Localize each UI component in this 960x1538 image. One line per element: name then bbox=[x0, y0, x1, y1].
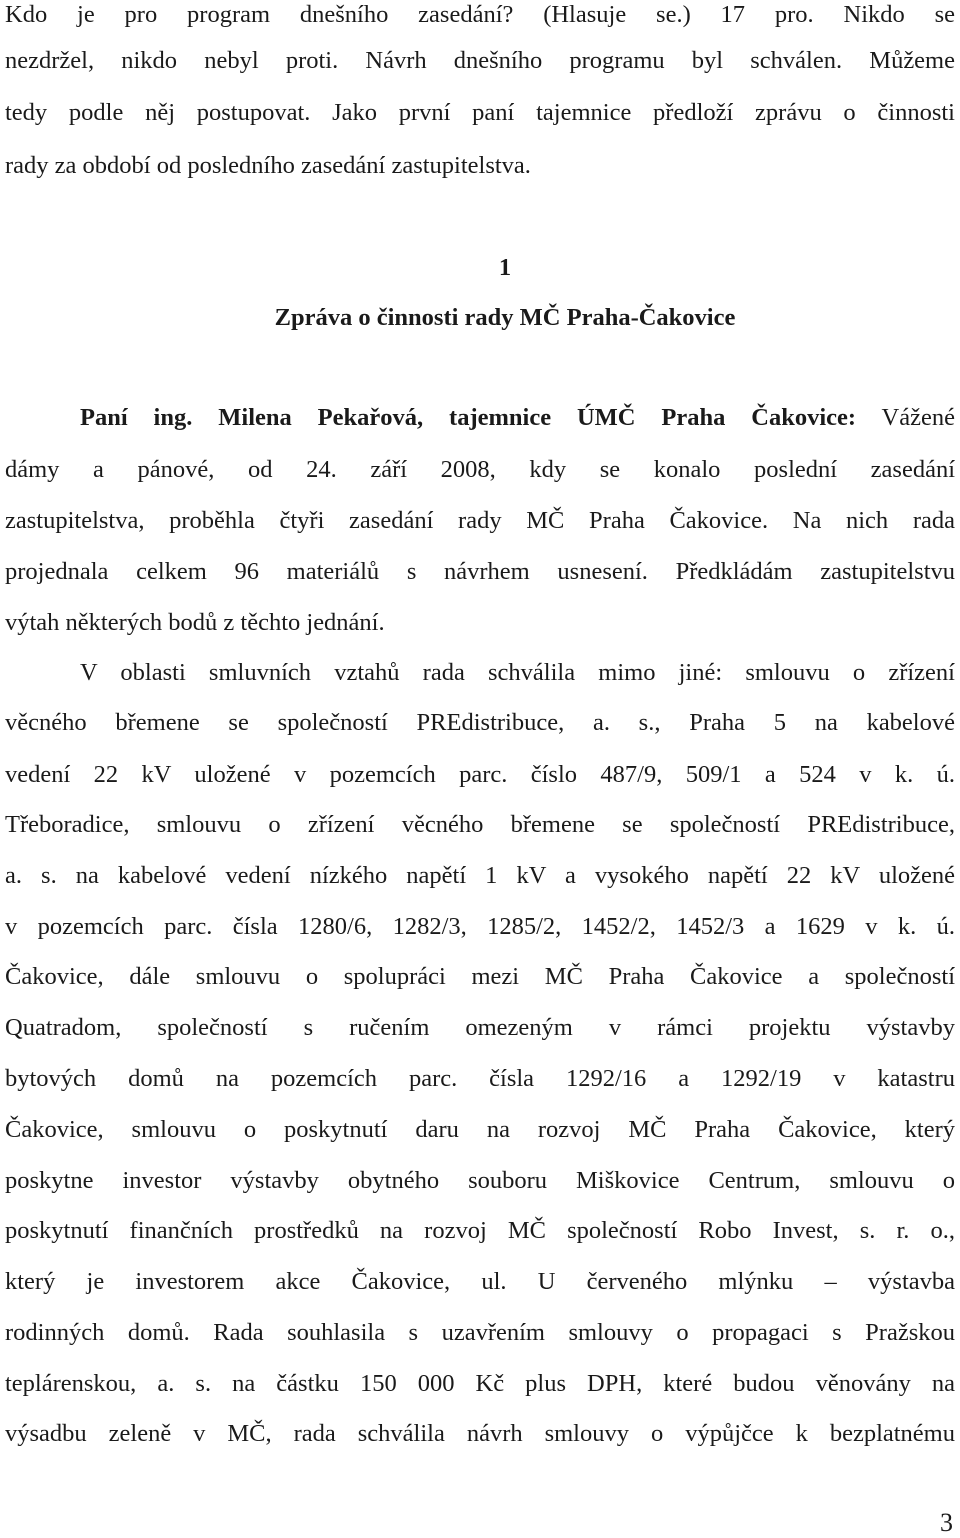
intro-line-3: tedy podle něj postupovat. Jako první paní tajemnice předloží zprávu o činnosti bbox=[5, 99, 955, 126]
body-line-12: Quatradom, společností s ručením omezeným v rámci projektu výstavby bbox=[5, 1014, 955, 1041]
body-line-15: poskytne investor výstavby obytného souboru Miškovice Centrum, smlouvu o bbox=[5, 1167, 955, 1194]
body-line-9: a. s. na kabelové vedení nízkého napětí 1 kV a vysokého napětí 22 kV uložené bbox=[5, 862, 955, 889]
body-line-5: V oblasti smluvních vztahů rada schválila mimo jiné: smlouvu o zřízení bbox=[80, 659, 955, 686]
body-line-7: vedení 22 kV uložené v pozemcích parc. číslo 487/9, 509/1 a 524 v k. ú. bbox=[5, 761, 955, 788]
speaker-name: Paní ing. Milena Pekařová, tajemnice ÚMČ Praha Čakovice: bbox=[80, 404, 857, 431]
intro-line-1: Kdo je pro program dnešního zasedání? (Hlasuje se.) 17 pro. Nikdo se bbox=[5, 1, 955, 28]
body-line-8: Třeboradice, smlouvu o zřízení věcného břemene se společností PREdistribuce, bbox=[5, 811, 955, 838]
body-line-6: věcného břemene se společností PREdistribuce, a. s., Praha 5 na kabelové bbox=[5, 709, 955, 736]
body-line-10: v pozemcích parc. čísla 1280/6, 1282/3, 1285/2, 1452/2, 1452/3 a 1629 v k. ú. bbox=[5, 913, 955, 940]
section-number: 1 bbox=[498, 254, 512, 281]
body-line-4: výtah některých bodů z těchto jednání. bbox=[5, 609, 385, 636]
body-line-14: Čakovice, smlouvu o poskytnutí daru na rozvoj MČ Praha Čakovice, který bbox=[5, 1116, 955, 1143]
speaker-first-line-rest: Vážené bbox=[881, 404, 955, 431]
speaker-line bbox=[80, 403, 955, 433]
body-line-13: bytových domů na pozemcích parc. čísla 1292/16 a 1292/19 v katastru bbox=[5, 1065, 955, 1092]
body-line-2: zastupitelstva, proběhla čtyři zasedání rady MČ Praha Čakovice. Na nich rada bbox=[5, 507, 955, 534]
body-line-18: rodinných domů. Rada souhlasila s uzavřením smlouvy o propagaci s Pražskou bbox=[5, 1319, 955, 1346]
body-line-16: poskytnutí finančních prostředků na rozvoj MČ společností Robo Invest, s. r. o., bbox=[5, 1217, 955, 1244]
body-line-19: teplárenskou, a. s. na částku 150 000 Kč plus DPH, které budou věnovány na bbox=[5, 1370, 955, 1397]
body-line-17: který je investorem akce Čakovice, ul. U červeného mlýnku – výstavba bbox=[5, 1268, 955, 1295]
intro-line-4: rady za období od posledního zasedání zastupitelstva. bbox=[5, 152, 531, 179]
body-line-3: projednala celkem 96 materiálů s návrhem usnesení. Předkládám zastupitelstvu bbox=[5, 558, 955, 585]
intro-line-2: nezdržel, nikdo nebyl proti. Návrh dnešního programu byl schválen. Můžeme bbox=[5, 47, 955, 74]
body-line-1: dámy a pánové, od 24. září 2008, kdy se konalo poslední zasedání bbox=[5, 456, 955, 483]
page-number: 3 bbox=[940, 1508, 953, 1537]
section-title: Zpráva o činnosti rady MČ Praha-Čakovice bbox=[274, 304, 736, 331]
body-line-11: Čakovice, dále smlouvu o spolupráci mezi MČ Praha Čakovice a společností bbox=[5, 963, 955, 990]
body-line-20: výsadbu zeleně v MČ, rada schválila návrh smlouvy o výpůjčce k bezplatnému bbox=[5, 1420, 955, 1447]
